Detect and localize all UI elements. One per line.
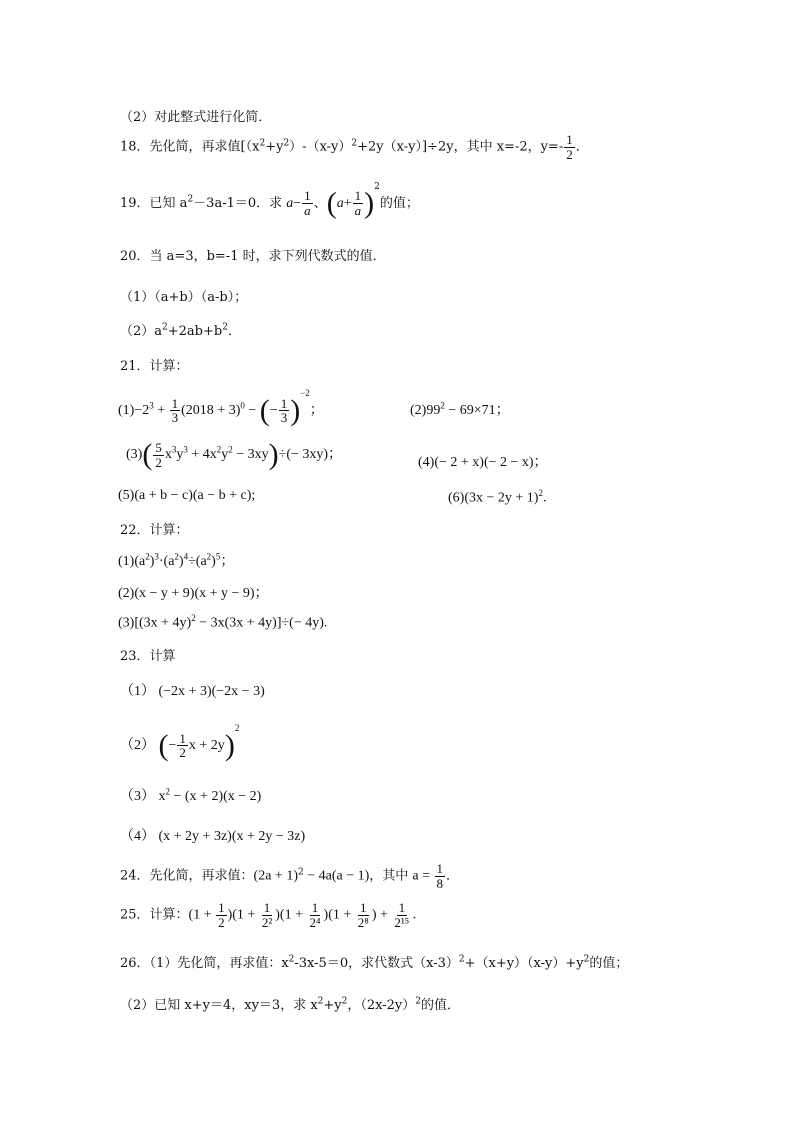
q21-1-frac-num: 1 xyxy=(280,395,288,411)
question-26-part-2 xyxy=(120,994,460,1013)
q21-1-fraction-2 xyxy=(279,397,290,425)
question-24 xyxy=(120,862,459,890)
q19-sup: 2 xyxy=(374,182,380,192)
question-22 xyxy=(120,519,189,538)
question-21-part-3 xyxy=(126,440,342,470)
q26-1-text-b: -3x-5＝0，求代数式（x-3） xyxy=(294,956,459,971)
question-22-part-1 xyxy=(118,550,234,570)
q21-3-sup: 2 xyxy=(228,444,233,455)
q23-3-end: − (x + 2)(x − 2) xyxy=(170,789,262,804)
q25-fraction xyxy=(307,901,322,929)
q21-1-sup: 3 xyxy=(149,400,154,411)
q23-2-label: （2） xyxy=(120,738,159,753)
q25-frac-den: 2² xyxy=(261,914,273,930)
q22-2-text: (2)(x − y + 9)(x + y − 9)； xyxy=(118,586,269,601)
q22-1-sup: 3 xyxy=(154,551,159,562)
q19-fraction-2 xyxy=(353,189,364,217)
q22-3-text-a: (3)[(3x + 4y) xyxy=(118,615,192,631)
q24-expr-b: − 4a(a − 1) xyxy=(303,868,370,884)
q25-end: . xyxy=(412,907,417,923)
q23-3-text-a: （3） x xyxy=(120,789,166,804)
q22-1-end: ； xyxy=(220,554,235,569)
q25-expr: )(1 + xyxy=(227,907,259,923)
q21-1-neg: − xyxy=(269,403,278,418)
q21-1-sup: −2 xyxy=(300,388,310,398)
q24-text-a: 24．先化简，再求值： xyxy=(120,868,254,884)
q20-2-sup: 2 xyxy=(162,322,168,333)
q20-2-text-b: +2ab+b xyxy=(167,324,223,339)
question-23-part-2 xyxy=(120,723,239,761)
item-17-part-2-text: （2）对此整式进行化简． xyxy=(120,110,272,125)
q22-1-sup: 2 xyxy=(145,551,150,562)
q22-1-sup: 4 xyxy=(183,551,189,562)
q26-2-text-b: +y xyxy=(323,998,342,1013)
q26-2-text-a: （2）已知 x+y＝4，xy＝3，求 x xyxy=(120,998,318,1013)
q25-expr: )(1 + xyxy=(323,907,355,923)
q22-1-text-a: (1)(a xyxy=(118,554,146,569)
q25-frac-den: 2 xyxy=(218,914,225,930)
q20-2-sup: 2 xyxy=(222,322,228,333)
q25-text: 25．计算： xyxy=(120,907,189,923)
q23-2-frac-den: 2 xyxy=(179,745,186,761)
q21-3-left-paren: ( xyxy=(142,438,153,471)
q25-frac-num: 1 xyxy=(360,900,367,915)
q18-text-c: ）-（x-y） xyxy=(289,139,352,155)
q25-fraction xyxy=(260,901,274,929)
q18-text-d: +2y（x-y）]÷2y，其中 x=-2，y=- xyxy=(357,139,564,155)
q25-frac-num: 1 xyxy=(218,900,225,915)
q23-2-text: x + 2y xyxy=(188,738,225,753)
q21-6-end: . xyxy=(542,490,547,506)
q19-end: 的值； xyxy=(379,196,419,211)
q19-text-b: －3a-1＝0．求 xyxy=(193,196,287,211)
q23-2-neg: − xyxy=(168,738,177,753)
question-21-part-1 xyxy=(118,388,324,426)
q21-3-end: ÷(− 3xy)； xyxy=(278,447,343,463)
question-20-part-2 xyxy=(120,320,241,339)
q26-1-text-a: 26．（1）先化简，再求值：x xyxy=(120,956,289,971)
q21-6-text-a: (6)(3x − 2y + 1) xyxy=(448,490,539,506)
question-21-part-5 xyxy=(118,488,255,504)
q18-sup: 2 xyxy=(259,138,266,149)
q26-2-sup: 2 xyxy=(341,996,348,1007)
q26-1-sup: 2 xyxy=(583,954,590,965)
q22-1-sup: 2 xyxy=(206,551,212,562)
q24-text-b: ，其中 xyxy=(369,868,413,884)
q20-1-text: （1）（a+b）（a-b）； xyxy=(120,290,248,305)
q21-1-frac-num: 1 xyxy=(171,395,179,411)
q25-frac-num: 1 xyxy=(311,900,319,915)
q25-fraction xyxy=(356,901,371,929)
q24-end: ． xyxy=(446,868,460,884)
q22-text: 22．计算： xyxy=(120,523,189,538)
question-18 xyxy=(120,133,589,161)
q25-frac-den: 2⁴ xyxy=(309,914,321,930)
question-23-part-4 xyxy=(120,825,305,845)
q21-3-sup: 2 xyxy=(216,444,222,455)
q21-3-sup: 3 xyxy=(183,444,188,455)
q21-text: 21．计算： xyxy=(120,359,189,374)
q21-1-frac-den: 3 xyxy=(280,410,288,426)
question-23-part-3 xyxy=(120,785,261,805)
q18-text-b: +y xyxy=(265,139,284,155)
q21-2-text-a: (2)99 xyxy=(410,403,441,418)
q24-fraction xyxy=(435,862,446,890)
q21-1-end: ； xyxy=(309,403,324,418)
q21-3-frac-den: 2 xyxy=(155,454,162,470)
question-20 xyxy=(120,245,386,264)
q22-1-sup: 5 xyxy=(215,551,221,562)
q19-sup: 2 xyxy=(187,194,194,205)
question-26-part-1 xyxy=(120,952,628,971)
question-19 xyxy=(120,182,419,219)
q21-3-text-c: − 3xy xyxy=(232,447,269,463)
q25-expr: ) + xyxy=(371,907,392,923)
question-21-part-2 xyxy=(410,399,510,419)
question-23-part-1 xyxy=(120,680,265,700)
question-21-part-6 xyxy=(448,488,546,507)
question-21-part-4 xyxy=(418,451,548,471)
q18-end: ． xyxy=(575,139,589,155)
q19-var-a: a xyxy=(286,196,294,211)
q18-frac-den: 2 xyxy=(566,146,573,162)
q21-3-y: y xyxy=(221,447,229,463)
q23-3-sup: 2 xyxy=(165,786,170,797)
question-23 xyxy=(120,645,176,664)
q23-2-frac-num: 1 xyxy=(179,730,186,746)
q20-text: 20．当 a=3，b=-1 时，求下列代数式的值． xyxy=(120,249,386,264)
q21-1-minus: − xyxy=(244,403,260,418)
q21-1-sup: 0 xyxy=(240,400,245,411)
q19-frac-den: a xyxy=(354,203,362,218)
q23-4-text: （4） (x + 2y + 3z)(x + 2y − 3z) xyxy=(120,829,306,844)
q18-fraction xyxy=(564,133,575,161)
q24-frac-den: 8 xyxy=(436,875,444,891)
q23-2-left-paren: ( xyxy=(158,728,169,762)
q26-2-sup: 2 xyxy=(415,996,421,1007)
q24-var: a = xyxy=(412,868,434,884)
q18-frac-num: 1 xyxy=(566,132,573,147)
q26-1-text-c: +（x+y）（x-y）+y xyxy=(464,956,584,971)
q25-expr: (1 + xyxy=(188,907,216,923)
q21-6-sup: 2 xyxy=(538,488,543,498)
q24-frac-num: 1 xyxy=(436,861,444,876)
q21-1-plus: + xyxy=(153,403,169,418)
q21-1-left-paren: ( xyxy=(259,393,270,427)
q19-frac-num: 1 xyxy=(304,188,311,204)
q21-1-frac-den: 3 xyxy=(171,410,179,426)
q19-minus: − xyxy=(293,196,302,211)
q19-var-a: a xyxy=(336,196,344,211)
q19-separator: 、 xyxy=(313,196,327,211)
q21-3-frac-num: 5 xyxy=(155,439,162,455)
q21-5-text: (5)(a + b − c)(a − b + c); xyxy=(118,488,256,503)
q25-frac-num: 1 xyxy=(398,900,406,915)
q22-3-end: − 3x(3x + 4y)]÷(− 4y). xyxy=(195,615,328,631)
q23-2-sup: 2 xyxy=(234,723,240,733)
q25-frac-den: 2⁸ xyxy=(357,914,369,930)
q23-2-right-paren: ) xyxy=(224,728,235,762)
q25-expr: )(1 + xyxy=(275,907,307,923)
q21-3-text-a: (3) xyxy=(126,447,143,463)
q21-3-sup: 3 xyxy=(171,444,177,455)
q21-1-fraction-1 xyxy=(170,397,181,425)
q21-3-y: y xyxy=(176,447,184,463)
q19-plus: + xyxy=(343,196,352,211)
q23-1-text: （1） (−2x + 3)(−2x − 3) xyxy=(120,684,265,699)
q18-sup: 2 xyxy=(283,138,290,149)
q21-3-text-b: + 4x xyxy=(187,447,217,463)
q21-3-x: x xyxy=(164,447,172,463)
q21-3-fraction xyxy=(153,441,164,469)
q24-expr-a: (2a + 1) xyxy=(253,868,298,884)
q19-frac-num: 1 xyxy=(354,188,362,204)
q22-1-paren: ) xyxy=(211,554,216,569)
q22-1-text-b: ·(a xyxy=(158,554,175,569)
q26-1-end: 的值； xyxy=(589,956,629,971)
q22-1-paren: ) xyxy=(178,554,184,569)
question-25 xyxy=(120,901,416,929)
q19-fraction-1 xyxy=(302,189,313,217)
q21-2-end: − 69×71； xyxy=(444,403,510,418)
q21-3-right-paren: ) xyxy=(268,438,279,471)
question-22-part-3 xyxy=(118,613,327,632)
q19-frac-den: a xyxy=(304,203,311,218)
question-21 xyxy=(120,355,189,374)
q22-1-text-c: ÷(a xyxy=(188,554,207,569)
q22-1-paren: ) xyxy=(149,554,155,569)
q23-2-fraction xyxy=(177,732,188,760)
q19-right-paren: ) xyxy=(364,186,375,220)
q21-1-text-b: (2018 + 3) xyxy=(181,403,241,418)
q20-2-text-a: （2）a xyxy=(120,324,163,339)
q24-sup: 2 xyxy=(297,867,304,878)
q20-2-end: ． xyxy=(227,324,241,339)
question-20-part-1 xyxy=(120,286,247,305)
q25-frac-den: 2¹⁵ xyxy=(394,914,410,930)
q26-1-sup: 2 xyxy=(288,954,295,965)
item-17-part-2 xyxy=(120,106,271,125)
q26-2-end: 的值． xyxy=(421,998,461,1013)
q21-2-sup: 2 xyxy=(440,400,445,411)
q22-3-sup: 2 xyxy=(191,613,196,623)
q26-2-sup: 2 xyxy=(317,996,324,1007)
question-22-part-2 xyxy=(118,582,269,602)
q25-fraction xyxy=(216,901,227,929)
q19-left-paren: ( xyxy=(326,186,337,220)
q25-fraction xyxy=(392,901,411,929)
q25-frac-num: 1 xyxy=(263,900,271,915)
q21-1-text-a: (1)−2 xyxy=(118,403,150,418)
q21-4-text: (4)(− 2 + x)(− 2 − x)； xyxy=(418,455,548,470)
q23-text: 23．计算 xyxy=(120,649,176,664)
q18-sup: 2 xyxy=(351,138,358,149)
q19-text-a: 19．已知 a xyxy=(120,196,188,211)
q21-1-right-paren: ) xyxy=(290,393,301,427)
q22-1-sup: 2 xyxy=(174,551,179,562)
q18-text-a: 18．先化简，再求值[（x xyxy=(120,139,260,155)
q26-2-text-c: ，（2x-2y） xyxy=(347,998,416,1013)
q26-1-sup: 2 xyxy=(458,954,465,965)
